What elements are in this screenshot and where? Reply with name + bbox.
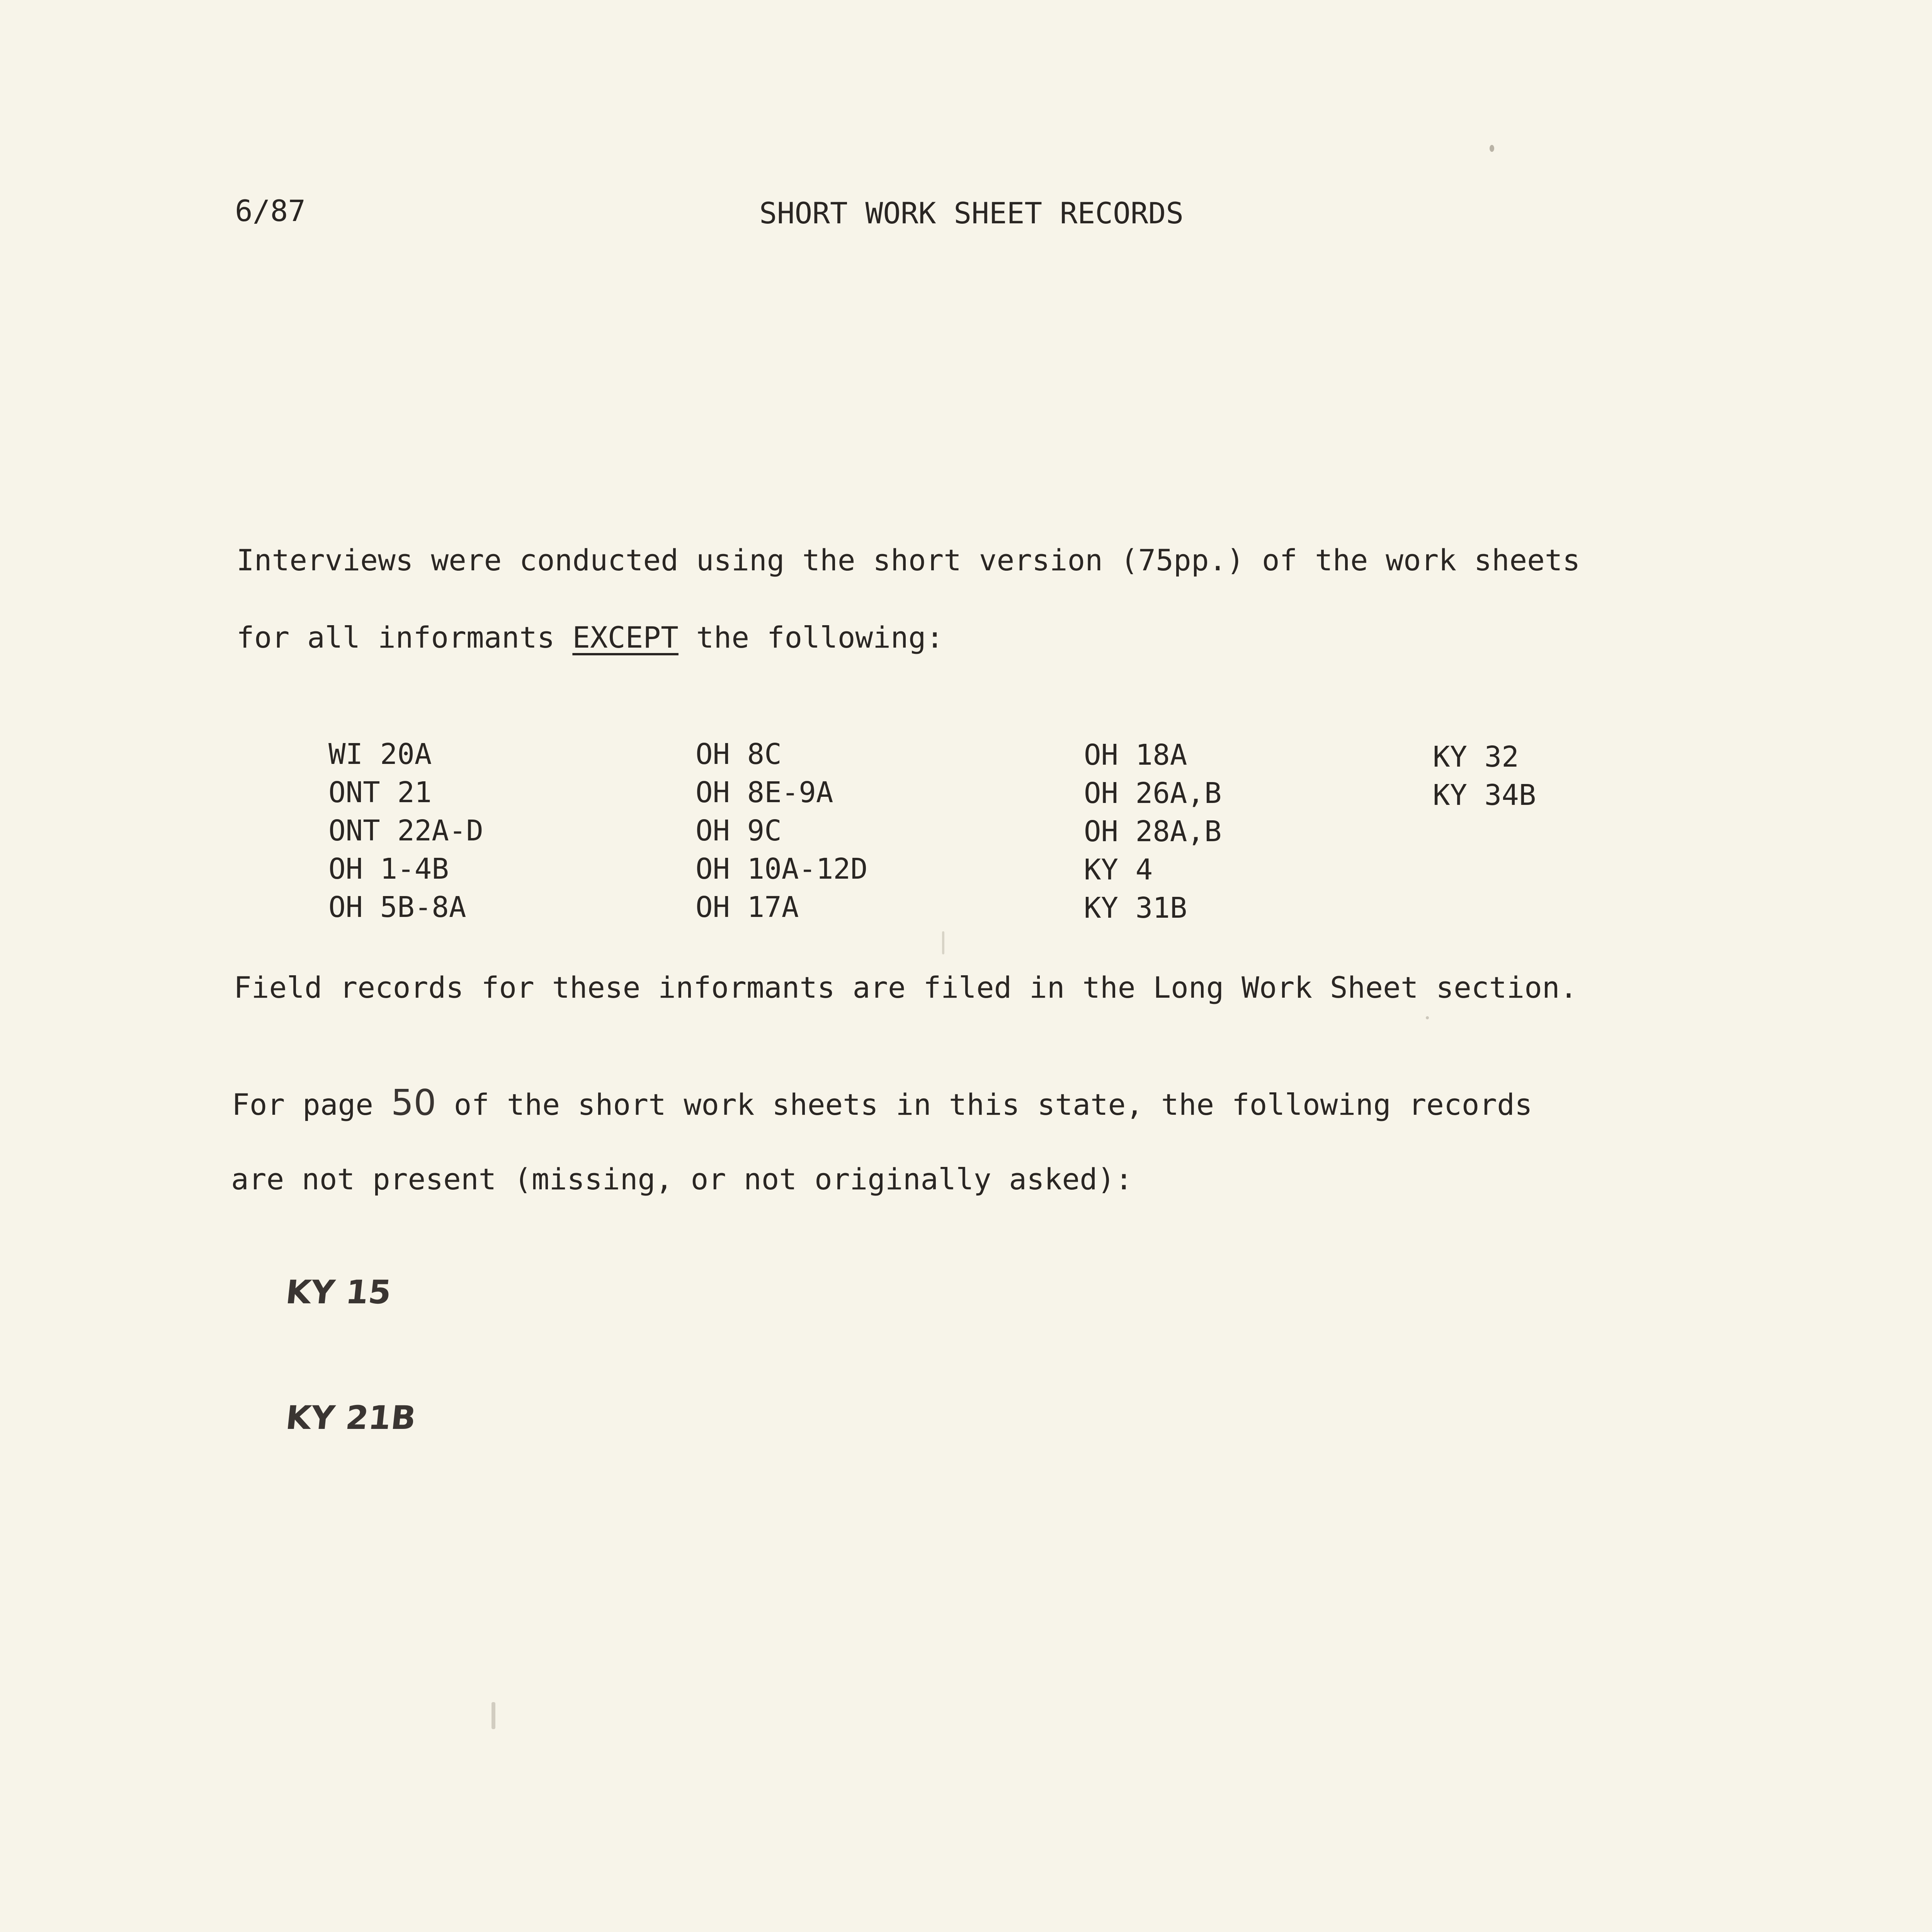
informant-entry: OH 1-4B — [328, 852, 449, 886]
paper-speck — [942, 931, 944, 954]
missing-line-1 — [232, 1082, 1532, 1123]
informant-entry: OH 10A-12D — [696, 852, 868, 886]
informant-entry: OH 8C — [696, 738, 782, 771]
informant-entry: WI 20A — [328, 738, 432, 771]
intro-line-1: Interviews were conducted using the short version (75pp.) of the work sheets — [236, 543, 1580, 577]
informant-entry: ONT 21 — [328, 776, 432, 809]
filed-note: Field records for these informants are filed in the Long Work Sheet section. — [234, 970, 1578, 1005]
informant-entry: OH 28A,B — [1084, 815, 1222, 848]
intro-line-2-end: the following: — [678, 620, 944, 655]
informant-column-3 — [1084, 736, 1221, 927]
missing-line-1-end: of the short work sheets in this state, the following records — [436, 1087, 1532, 1122]
informant-entry: KY 4 — [1084, 853, 1153, 886]
header-date: 6/87 — [235, 194, 306, 228]
informant-entry: KY 31B — [1084, 891, 1187, 925]
intro-line-2 — [236, 620, 944, 655]
informant-column-2 — [696, 735, 868, 927]
page-title: SHORT WORK SHEET RECORDS — [759, 196, 1184, 230]
informant-entry: ONT 22A-D — [328, 814, 483, 847]
intro-line-2-start: for all informants — [236, 620, 573, 655]
informant-entry: OH 18A — [1084, 738, 1187, 772]
paper-speck — [1490, 145, 1494, 152]
missing-line-2: are not present (missing, or not originally asked): — [231, 1162, 1133, 1196]
paper-speck — [1426, 1016, 1429, 1019]
handwritten-record: KY 21B — [284, 1399, 418, 1437]
missing-line-1-start: For page — [232, 1087, 391, 1122]
informant-entry: OH 8E-9A — [696, 776, 833, 809]
informant-entry: OH 26A,B — [1084, 777, 1222, 810]
handwritten-page-number: 50 — [391, 1082, 436, 1123]
informant-column-1 — [328, 735, 483, 927]
informant-entry: OH 17A — [696, 891, 799, 924]
informant-entry: OH 5B-8A — [328, 891, 466, 924]
informant-entry: OH 9C — [696, 814, 782, 847]
handwritten-record: KY 15 — [284, 1273, 393, 1311]
except-emphasis: EXCEPT — [572, 620, 679, 655]
informant-column-4 — [1433, 738, 1536, 815]
informant-entry: KY 34B — [1433, 779, 1536, 812]
informant-entry: KY 32 — [1433, 740, 1519, 774]
paper-speck — [492, 1702, 495, 1729]
